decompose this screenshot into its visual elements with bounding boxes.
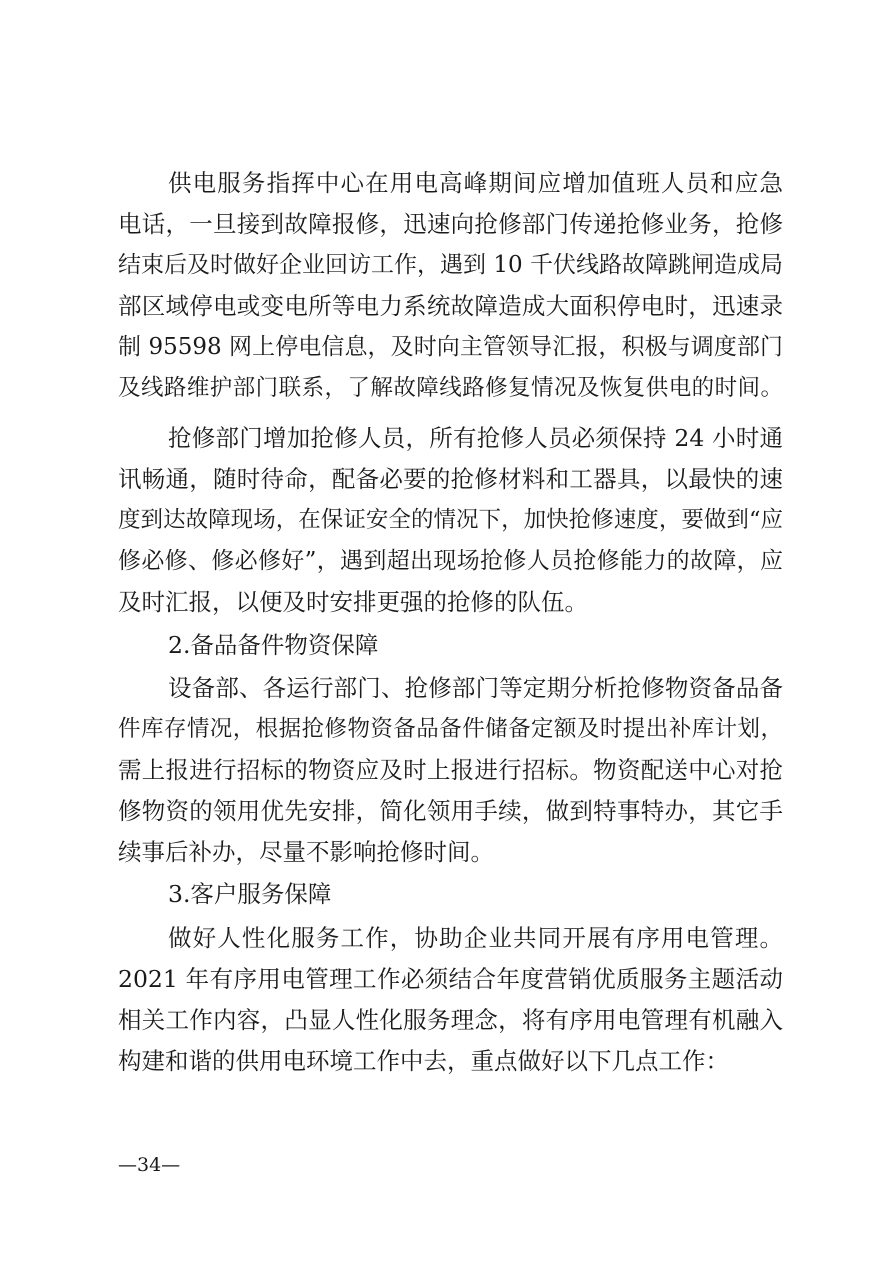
paragraph-2-line-5: 及时汇报，以便及时安排更强的抢修的队伍。: [118, 588, 588, 616]
paragraph-2-line-2: 讯畅通，随时待命，配备必要的抢修材料和工器具，以最快的速: [118, 465, 783, 493]
paragraph-1-line-1: 供电服务指挥中心在用电高峰期间应增加值班人员和应急: [168, 169, 783, 197]
paragraph-3-line-5: 续事后补办，尽量不影响抢修时间。: [118, 838, 494, 866]
paragraph-1-line-4: 部区域停电或变电所等电力系统故障造成大面积停电时，迅速录: [118, 292, 783, 320]
section-heading-2: 2.备品备件物资保障: [168, 631, 379, 659]
paragraph-4-line-1: 做好人性化服务工作，协助企业共同开展有序用电管理。: [168, 924, 783, 952]
paragraph-3-line-2: 件库存情况，根据抢修物资备品备件储备定额及时提出补库计划，: [118, 716, 783, 742]
paragraph-4-line-3: 相关工作内容，凸显人性化服务理念，将有序用电管理有机融入: [118, 1006, 783, 1034]
paragraph-1-line-5: 制 95598 网上停电信息，及时向主管领导汇报，积极与调度部门: [118, 334, 783, 360]
paragraph-4-line-4: 构建和谐的供用电环境工作中去，重点做好以下几点工作：: [118, 1047, 729, 1075]
paragraph-2-line-1: 抢修部门增加抢修人员，所有抢修人员必须保持 24 小时通: [168, 424, 783, 452]
paragraph-1-line-3: 结束后及时做好企业回访工作，遇到 10 千伏线路故障跳闸造成局: [118, 252, 783, 278]
paragraph-1-line-2: 电话，一旦接到故障报修，迅速向抢修部门传递抢修业务，抢修: [118, 210, 783, 238]
paragraph-3-line-4: 修物资的领用优先安排，简化领用手续，做到特事特办，其它手: [118, 797, 783, 825]
paragraph-2-line-3: 度到达故障现场，在保证安全的情况下，加快抢修速度，要做到“应: [118, 507, 783, 533]
paragraph-3-line-3: 需上报进行招标的物资应及时上报进行招标。物资配送中心对抢: [118, 756, 783, 784]
paragraph-2-line-4: 修必修、修必修好”，遇到超出现场抢修人员抢修能力的故障，应: [118, 548, 783, 574]
paragraph-3-line-1: 设备部、各运行部门、抢修部门等定期分析抢修物资备品备: [168, 674, 783, 702]
paragraph-4-line-2: 2021 年有序用电管理工作必须结合年度营销优质服务主题活动: [118, 965, 783, 993]
section-heading-3: 3.客户服务保障: [168, 880, 332, 908]
page-number: —34—: [118, 1154, 181, 1176]
paragraph-1-line-6: 及线路维护部门联系，了解故障线路修复情况及恢复供电的时间。: [118, 375, 783, 401]
